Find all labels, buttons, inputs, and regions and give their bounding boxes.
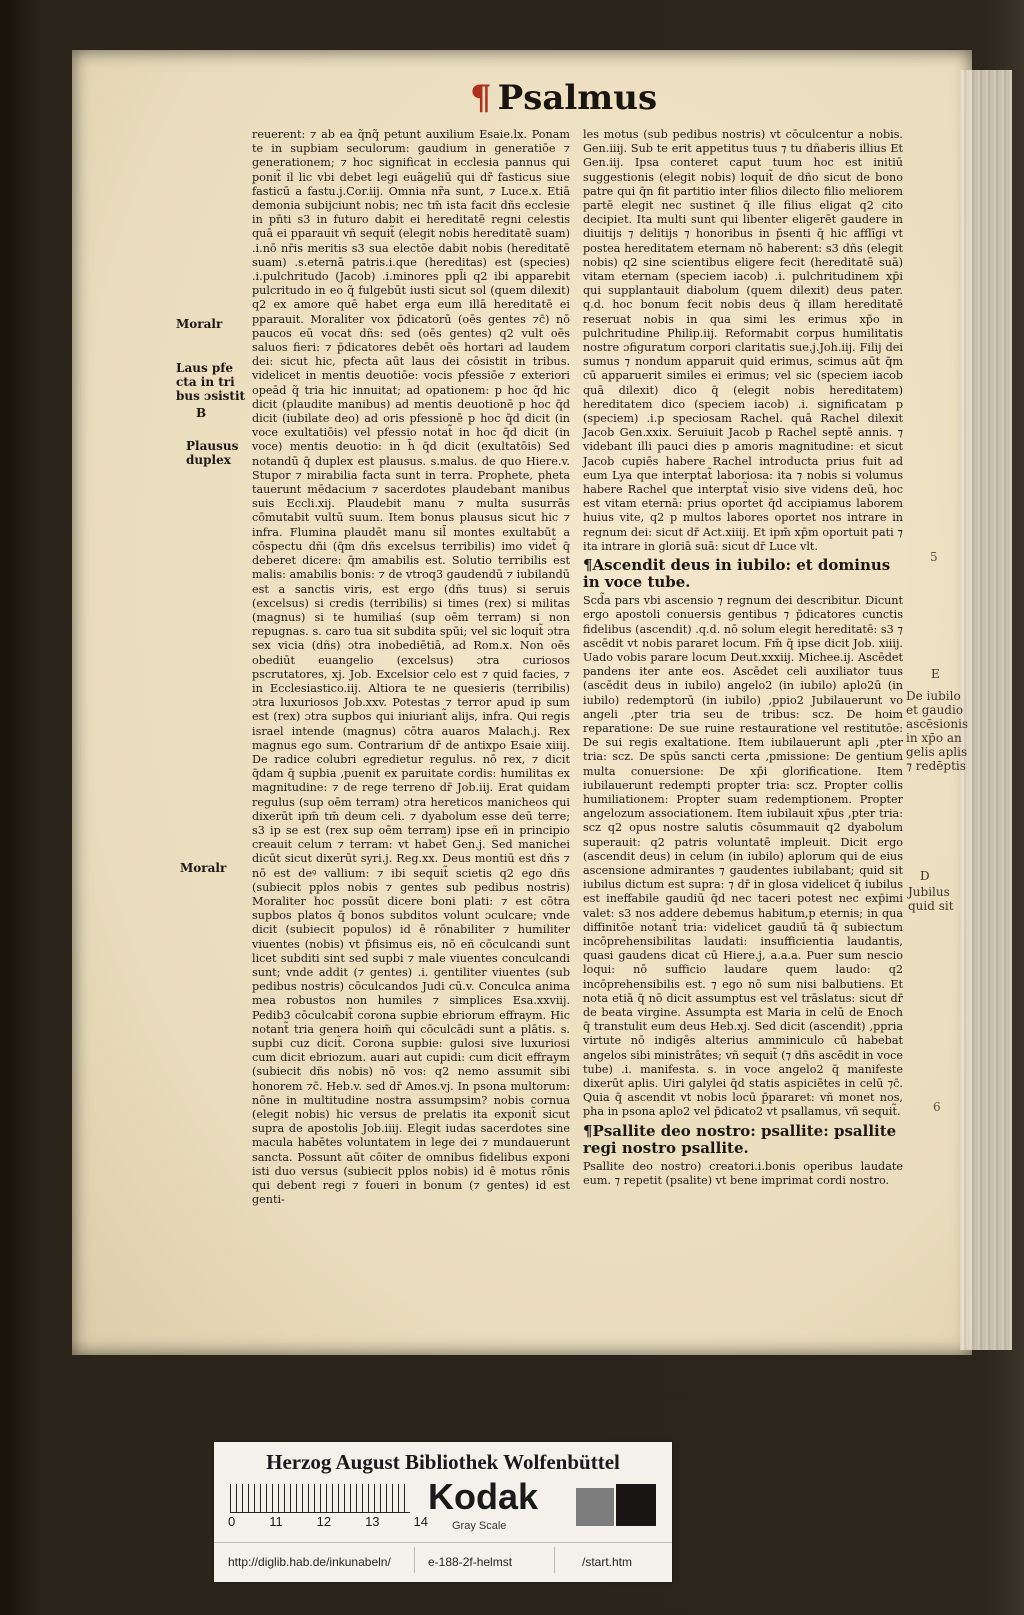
pilcrow-icon: ¶ (470, 78, 492, 118)
verse-lemma-psallite: ¶Psallite deo nostro: psallite: psallite regi nostro psallite. (583, 1121, 897, 1157)
margin-note-de-iubilo-4: in xp̄o an (906, 731, 962, 745)
gray-swatch-mid (576, 1488, 614, 1526)
margin-note-laus-1: Laus pfe (176, 361, 234, 375)
card-url: http://diglib.hab.de/inkunabeln/ (228, 1555, 391, 1569)
gray-swatch-dark (616, 1484, 656, 1526)
card-start-link: /start.htm (582, 1555, 633, 1569)
margin-note-plausus-2: duplex (186, 453, 231, 467)
margin-note-letter-d: D (920, 869, 930, 883)
right-column-commentary-2: Psallite deo nostro) creatori.i.bonis operibus laudate eum. ⁊ repetit (psalite) vt bene imprimat cordi nostro. (583, 1159, 903, 1187)
left-column-text: reuerent: ⁊ ab ea q̃nq̃ petunt auxilium Esaie.lx. Ponam te in supbiam seculorum: gaudium in generatiōe ⁊ generationem; ⁊ hoc significat in ecclesia pannus qui ponit̃ il lic vbi debet legi euãgeliū qui dr̃ fasticus siue fasticū a fastu.j.Cor.iij. Omnia nr̃a sunt, ⁊ Luce.x. Etiā demonia subijciunt nobis; nec tm̄ ista facit dñs ecclesie in pn̄ti s3 in futuro dabit ei hereditatē regni celestis quā ei pparauit vñ sequit̃ (elegit nobis hereditatē suam) .i.nō nr̄is meritis s3 sua electōe dabit nobis (hereditatē suam) .s.eternā patris.i.que (hereditas) est (species) .i.pulchritudo (Jacob) .i.minores ppl̄i q2 ibi apparebit pulcritudo in eo q̃ fulgebūt iusti sicut sol (quem dilexit) q2 ex amore quē habet erga eum illā hereditatē ei pparauit. Moraliter vox p̄dicatorū (oēs gentes ⁊c̄) nō paucos eū vocat dñs: sed (oēs gentes) q2 vult oēs saluos fieri: ⁊ p̄dicatores debēt oēs hortari ad laudem dei: sicut hic, pfecta aūt laus dei cōsistit in tribus. videlicet in mentis deuotiōe: vocis pfessiōe ⁊ exteriori opeād q̃ tria hic innuitat; ad opationem: p hoc q̄d hic dicit (plaudite manibus) ad mentis deuotionē p hoc q̄d dicit (iubilate deo) ad oris pfessionē p hoc q̄d dicit (in voce exultatiōis) vel pfessio notat̃ in hoc q̄d dicit (in voce) mentis deuotio: in h̄ q̄d dicit (exultatōis) Sed notandū q̄ duplex est plausus. s.malus. de quo Hiere.v. Stupor ⁊ mirabilia facta sunt in terra. Prophete, pheta tauerunt mēdacium ⁊ sacerdotes plaudebant manibus suis Eccli.xij. Plaudebit manu ⁊ multa susurrās cōmutabit vultū suum. Item bonus plausus sicut hic ⁊ infra. Flumina plaudēt manu sil̄ montes exultabūt a cōspectu dñi (q̄m dñs excelsus terribilis) imo videt̃ q̄ deberet dicere: q̄m amabilis est. Solutio terribilis est malis: amabilis bonis: ⁊ de vtroq3 gaudendū ⁊ iubilandū est a sanctis viris, est ergo (dñs tuus) si seruis (excelsus) si credis (terribilis) si times (rex) si militas (magnus) si te humiliaś (sup oēm terram) si non repugnas. s. caro tua sit subdita spūi; vel sic loquit̃ ɔtra sex vicia (dñs) ɔtra inobediētiā, ad Rom.x. Non oēs obediūt euangelio (excelsus) ɔtra curiosos pscrutatores, xj. Job. Excelsior celo est ⁊ quid facies, ⁊ in Ecclesiastico.iij. Altiora te ne quesieris (terribilis) ɔtra luxuriosos Job.xxv. Potestas ⁊ terror apud ip sum est (rex) ɔtra supbos qui iniuriant̃ alijs, infra. Qui regis israel intende (magnus) cōtra auaros Malach.j. Rex magnus ego sum. Contrarium dr̄ de antixpo Esaie xiiij. De radice colubri egredietur regulus. nō rex, ⁊ dicit q̄dam q̄ supbia ,puenit ex paruitate cordis: humilitas ex magnitudine: ⁊ de rege terreno dr̄ Job.iij. Erat quidam regulus (sup oēm terram) ɔtra hereticos manicheos qui dixerūt ipm̄ tm̄ deum celi. ⁊ dyabolum esse deū terre; s3 ip se est (rex sup oēm terram) ipse eñ in principio creauit celum ⁊ terram: vt habet̃ Gen.j. Sed manichei dicūt sicut dixerūt syri.j. Reg.xx. Deus montiū est dñs ⁊ nō est deꝰ vallium: ⁊ ibi sequit̃ scietis q2 ego dñs (subiecit pplos nobis ⁊ gentes sub pedibus nostris) Moraliter hoc possūt dicere boni plati: ⁊ est cōtra supbos platos q̄ bonos subditos volunt ɔculcare; vnde dicit (subiecit populos) id ē rōnabiliter ⁊ humiliter viuentes (nobis) vt p̄fisimus eis, nō eñ cōculcandi sunt licet subditi sint sed supbi ⁊ male viuentes conculcandi sunt; vnde addit (⁊ gentes) .i. gentiliter viuentes (sub pedibus nostris) cōculcandos Judi cū.v. Conculca anima mea robustos non humiles ⁊ simplices Esa.xxviij. Pedib3 cōculcabit̃ corona supbie ebriorum effraym. Hic notant̃ tria genera hoim̄ qui cōculcādi sunt a plātis. s. supbi cuz dicit̃. Corona supbie: gulosi sive luxuriosi cum dicit ebriozum. auari aut cupidi: cum dicit effraym (subiecit dñs nobis) nō vos: q2 nemo assumit sibi honorem ⁊c̄. Heb.v. sed dr̄ Amos.vj. In psona multorum: nōne in multitudine nostra assumpsim? nobis cornua (elegit nobis) hic versus de prelatis ita exponit̃ sicut supra de apostolis Job.iiij. Elegit iudas sacerdotes sine macula habētes voluntatem in lege dei ⁊ mundauerunt sancta. Possunt aūt cōiter de omnibus fidelibus exponi isti duo versus (subiecit pplos nobis) id ē motus rōnis qui debent regi ⁊ foueri in bonum (⁊ gentes) id est genti- (252, 128, 570, 1207)
margin-note-jubilus-1: Jubilus (908, 885, 950, 899)
margin-note-moraliter-2: Moralr (180, 861, 227, 875)
margin-note-laus-3: bus ɔsistit (176, 389, 246, 403)
ruler-number: 11 (269, 1514, 283, 1529)
margin-note-de-iubilo-3: ascēsionis (906, 717, 969, 731)
ruler-number: 13 (365, 1514, 380, 1529)
margin-note-de-iubilo-6: ⁊ redēptis (906, 759, 966, 773)
left-text-column (252, 128, 570, 1210)
verse-lemma-ascendit: ¶Ascendit deus in iubilo: et dominus in voce tube. (583, 556, 891, 592)
margin-mark-5: 5 (930, 550, 938, 564)
ruler-number: 12 (316, 1514, 332, 1529)
margin-note-jubilus-2: quid sit (908, 899, 954, 913)
gray-scale-label: Gray Scale (452, 1520, 507, 1532)
ruler-number: 0 (228, 1514, 236, 1529)
right-column-commentary-1: Scd̃a pars vbi ascensio ⁊ regnum dei describitur. Dicunt ergo apostoli conuersis gentibus ⁊ p̄dicatores cunctis fidelibus (ascendit) .q.d. nō solum elegit hereditatē: s3 ⁊ ascēdit vt nobis pararet locum. Fm̄ q̄ ipse dicit Job. xiiij. Uado vobis parare locum Deut.xxxiij. Michee.ij. Ascēdet pandens iter ante eos. Ascēdet celi auxiliator tuus (ascēdit deus in iubilo) angelo2 (in iubilo) aplo2ū (in iubilo) redemptorū (in iubilo) ,ppio2 Jubilauerunt vo angeli ,pter tria seu de tribus: scz. De hoim reparatione: De sue ruine restauratione vel restitutōe: De sui regis exaltatione. Item iubilauerunt apli ,pter tria: scz. De spūs sancti certa ,pmissione: De gentium multa conuersione: De xp̄i glorificatione. Item iubilauerunt redempti propter tria: scz. Propter collis humiliationem: Propter suam redemptionem. Propter angelozum associationem. Item iubilauit xp̄us ,pter tria: scz q2 opus nostre salutis cōsummauit q2 dyabolum superauit: q2 patris voluntatē impleuit. Dicit ergo (ascendit deus) in celum (in iubilo) aplorum qui de eius ascensione admirantes ⁊ gaudentes iubilabant; quid sit iubilus dictum est supra: ⁊ dr̄ in glosa videlicet q̄ iubilus est ineffabile gaudiū q̄d nec taceri potest nec exp̄imi valet: s3 nos addere debemus habitum,p eternis; in qua diffinitōe notant̃ tria: videlicet gaudiū tā q̄ subiectum incōprehensibilitas laudati: insufficientia laudantis, quasi gaudens dicat cū Hiere.j, a.a.a. Puer sum nescio loqui: nō sufficio laudare quem laudo: q2 incōprehensibilis est. ⁊ ego nō sum nisi balbutiens. Et nota etiā q̄ nō dicit assumptus est vel trāslatus: sicut dr̄ de beata virgine. Assumpta est Maria in celū de Enoch q̄ transtulit eum deus Heb.xj. Sed dicit (ascendit) ,ppria virtute nō indigēs alterius amminiculo cū habebat angelos sibi ministrātes; vñ sequit̃ (⁊ dñs ascēdit in voce tube) .i. manifesta. s. in voce angelo2 q̄ manifeste dixerūt aplis. Uiri galylei q̄d statis aspiciētes in celū ⁊c̄. Quia q̄ ascendit vt nobis locū p̄pararet: vñ monet nos, pha in psona aplo2 vel p̄dicato2 vt psallamus, vñ sequit̃. (583, 594, 903, 1119)
heading-title: Psalmus (497, 78, 658, 118)
margin-note-plausus-1: Plausus (186, 439, 239, 453)
kodak-logo: Kodak (428, 1476, 539, 1517)
scale-ruler (230, 1484, 410, 1513)
margin-note-letter-b: B (196, 406, 207, 420)
margin-note-de-iubilo-2: et gaudio (906, 703, 964, 717)
ruler-number: 14 (413, 1514, 428, 1529)
margin-mark-6: 6 (933, 1100, 941, 1114)
right-text-column (583, 128, 903, 1191)
margin-note-moraliter: Moralr (176, 317, 223, 331)
card-title: Herzog August Bibliothek Wolfenbüttel (266, 1450, 620, 1474)
footer-divider (554, 1547, 555, 1573)
library-color-card (214, 1442, 672, 1582)
page-stack-edge (960, 70, 1012, 1350)
margin-note-de-iubilo-1: De iubilo (906, 689, 961, 703)
ruler-numbers (228, 1514, 428, 1529)
card-footer (214, 1542, 672, 1577)
card-shelfmark: e-188-2f-helmst (428, 1555, 513, 1569)
margin-note-de-iubilo-5: gelis aplis (906, 745, 968, 759)
running-heading (470, 78, 657, 122)
margin-note-letter-e: E (931, 667, 940, 681)
right-column-intro: les motus (sub pedibus nostris) vt cōculcentur a nobis. Gen.iiij. Sub te erit appetitus tuus ⁊ tu dñaberis illius Et Gen.iij. Ipsa conteret caput tuum hoc est initiū suggestionis (elegit nobis) loquit̃ de dño sicut de bono patre qui q̄n fit partitio inter filios dilecto filio meliorem partē elegit nec sustinet q̄ ille filius eligat q2 cito decipiet. Ita multi sunt qui libenter eligerēt gaudere in diuitijs ⁊ delitijs ⁊ honoribus in p̄senti q̄ hic afflīgi vt postea hereditatem eternam nō haberent: s3 dñs (elegit nobis) q2 sine scientibus eligere fecit (hereditatē suā) vitam eternam (speciem iacob) .i. pulchritudinem xp̄i qui supplantauit diabolum (quem dilexit) deus pater. q.d. hoc bonum fecit nobis deus q̄ illam hereditatē reseruat nobis in qua simi les erimus xp̄o in pulchritudine Philip.iij. Reformabit corpus humilitatis nostre ɔfiguratum corpori claritatis sue.j.Joh.iij. Filij dei sumus ⁊ nondum apparuit quid erimus, scimus aūt q̄m cū apparuerit similes ei erimus; vel sic (speciem iacob quā dilexit) dico q̄ (elegit nobis hereditatem) hereditatem dico (speciem iacob) .i. significatam p (speciem) .i.p speciosam Rachel. quā Rachel dilexit Jacob Gen.xxix. Seruiuit Jacob p Rachel septē annis. ⁊ videbant illi pauci dies p amoris magnitudine: et sicut Jacob cupiēs habere Rachel introducta prius fuit ad eum Lya que interptat̃ laboriosa: ita ⁊ nobis si volumus habere Rachel que interptat̃ visio sive videns deū, hoc est vitam eternā: prius oportet q̄d accipiamus laborem huius vite, q2 p multos labores oportet nos intrare in regnum dei: sicut dr̄ Act.xiiij. Et ipm̄ xp̄m oportuit pati ⁊ ita intrare in gloriā suā: sicut dr̄ Luce vlt. (583, 128, 903, 553)
margin-note-laus-2: cta in tri (176, 375, 235, 389)
footer-divider (414, 1547, 415, 1573)
